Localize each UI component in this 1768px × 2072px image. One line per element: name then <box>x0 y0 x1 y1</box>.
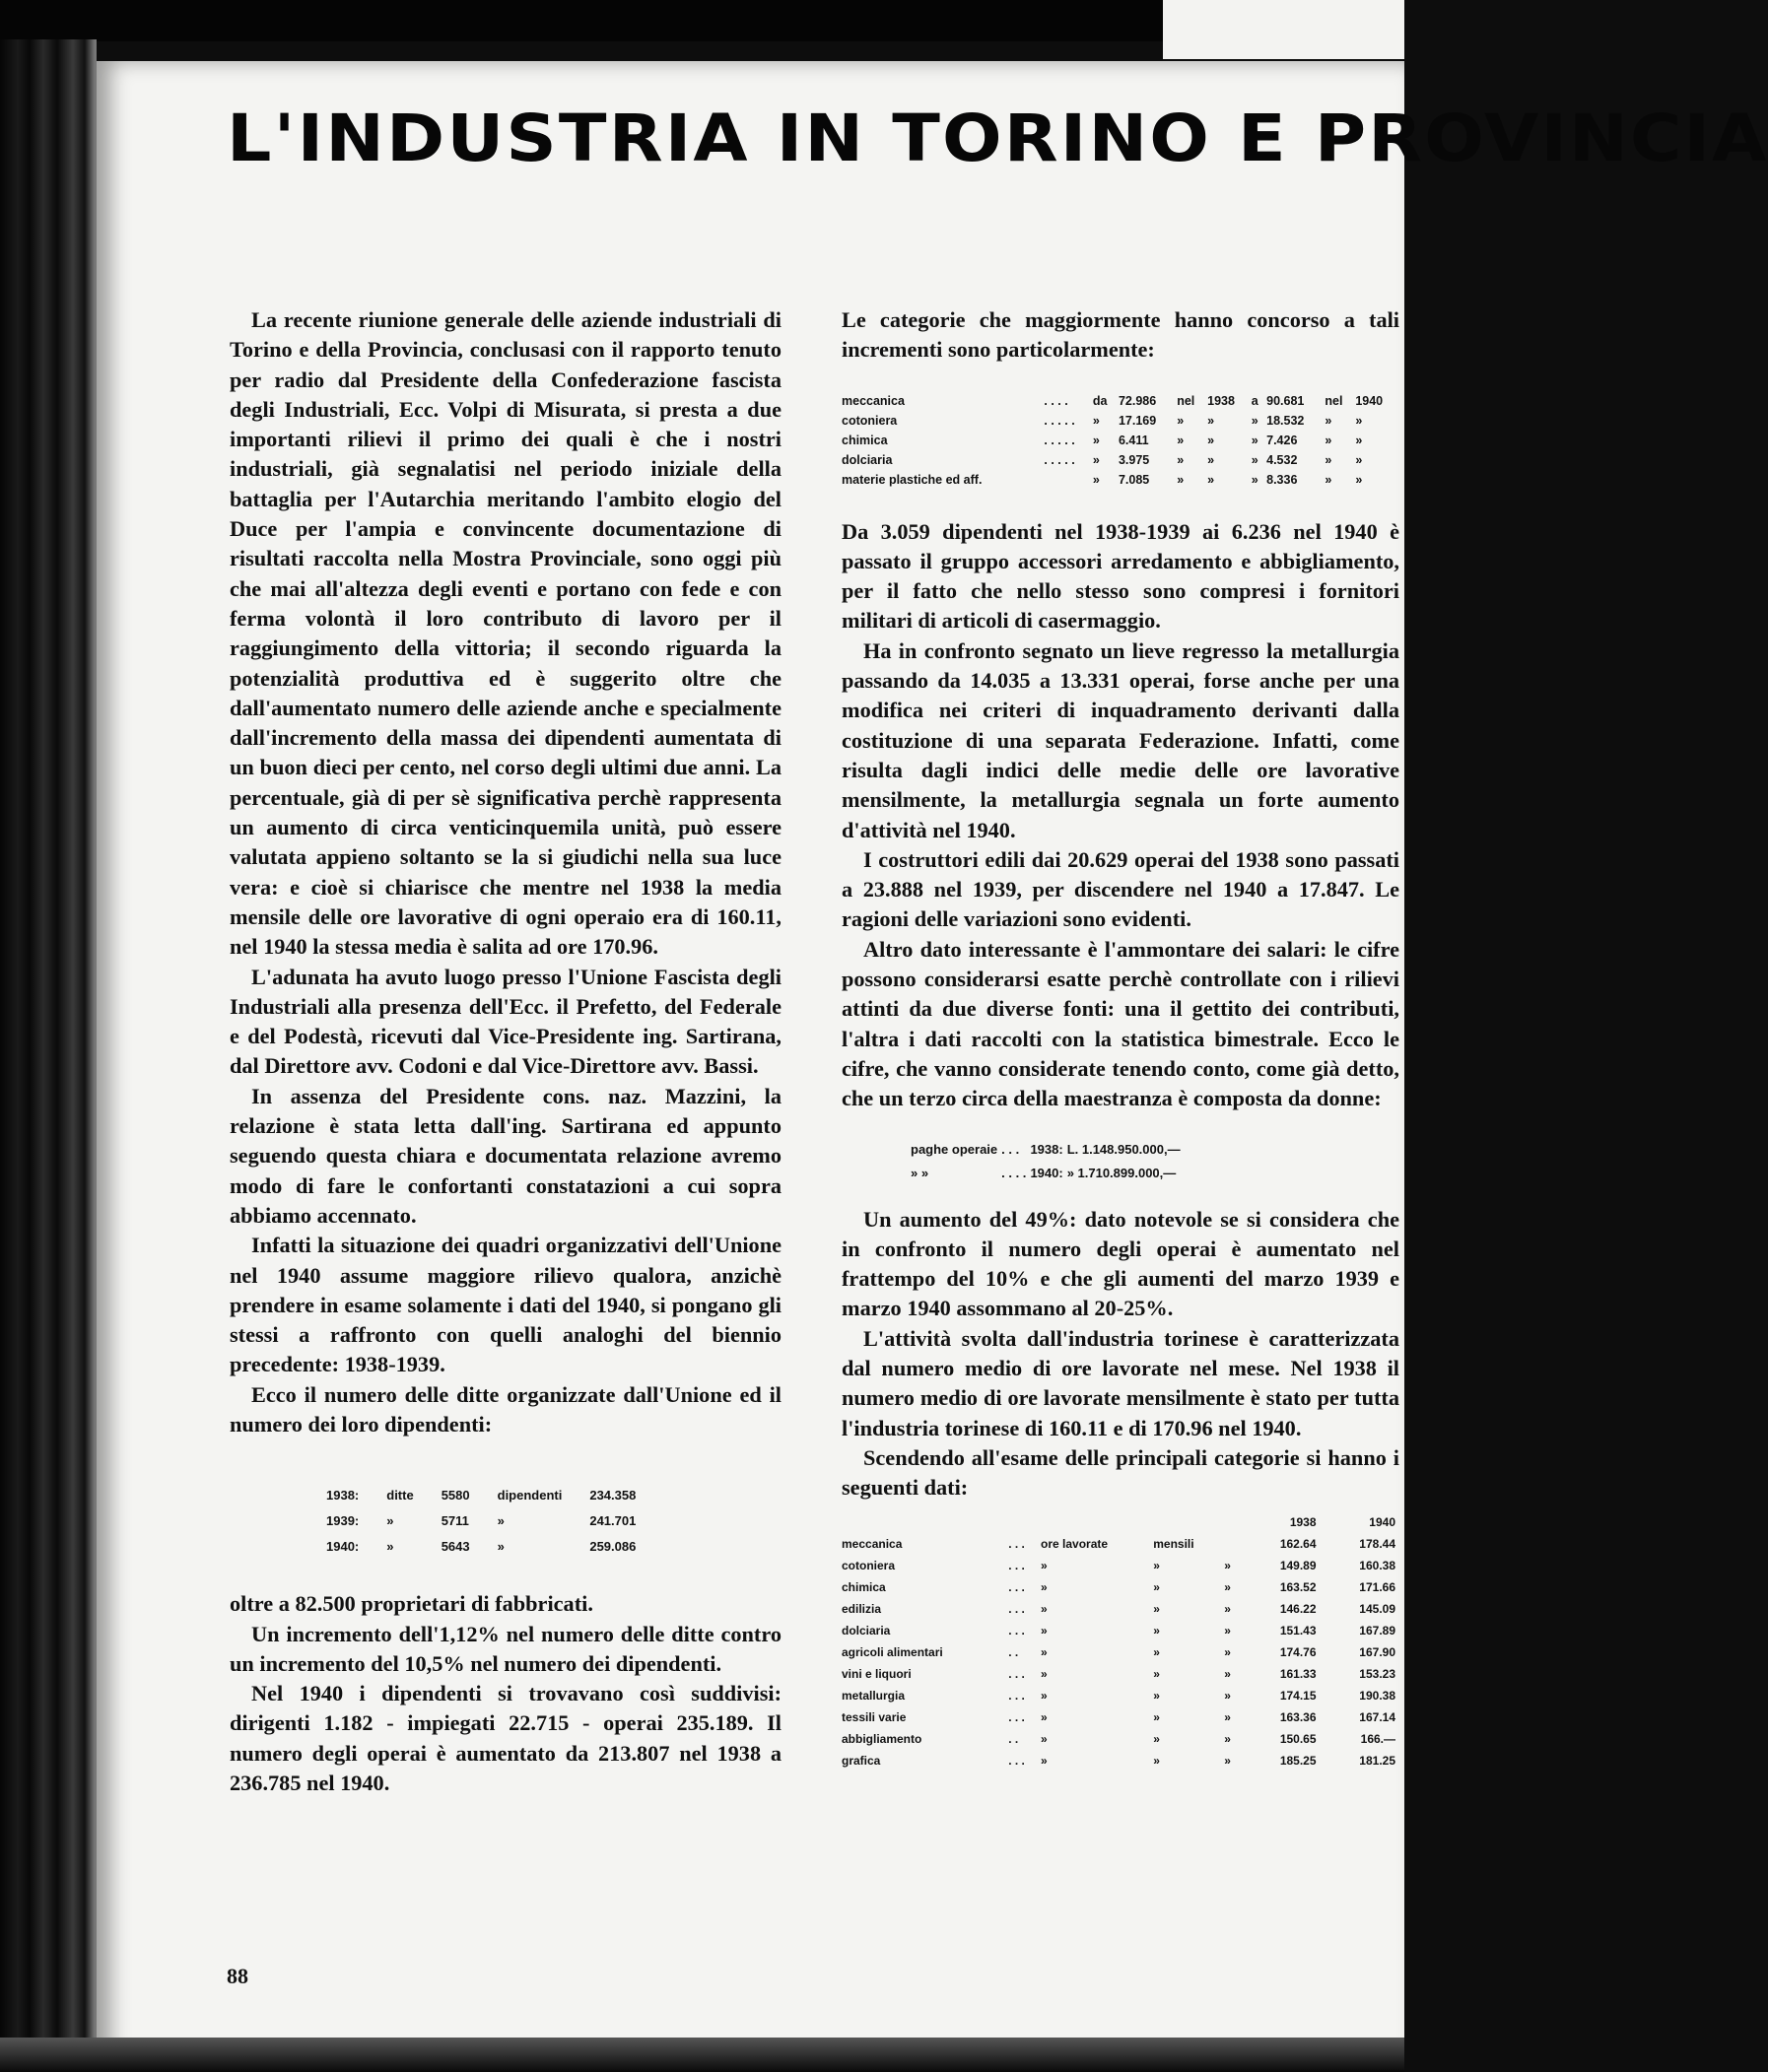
ditte-label: » <box>386 1539 394 1555</box>
wages-label: paghe operaie <box>911 1141 998 1157</box>
wages-amount: » 1.710.899.000,— <box>1066 1165 1177 1180</box>
table-row <box>842 1706 1399 1728</box>
leader-dots: . . . <box>1001 1141 1020 1157</box>
table-row <box>326 1534 663 1560</box>
cell: » <box>1092 433 1100 447</box>
cell: » <box>1041 1579 1048 1594</box>
table-row <box>842 450 1399 470</box>
cell: mensili <box>1153 1536 1194 1551</box>
left-paragraph-8: Nel 1940 i dipendenti si trovavano così suddivisi: dirigenti 1.182 - impiegati 22.715 - operai 235.189. Il numero degli operai è aumentato da 213.807 nel 1938 a 236.785 nel 1940. <box>230 1681 782 1796</box>
cell: » <box>1224 1688 1231 1703</box>
leader-dots: . . . . <box>1001 1165 1027 1180</box>
table-header-row <box>842 1511 1399 1533</box>
category-name: cotoniera <box>842 1558 896 1572</box>
value-1938: 72.986 <box>1118 393 1157 408</box>
table-row <box>842 1641 1399 1663</box>
leader-dots: . . . <box>1008 1623 1025 1638</box>
cell: » <box>1153 1731 1160 1746</box>
cell: » <box>1041 1623 1048 1638</box>
leader-dots <box>1044 470 1092 490</box>
value-1938: 6.411 <box>1118 433 1149 447</box>
hours-1940: 153.23 <box>1359 1666 1395 1681</box>
cell: a <box>1251 393 1258 408</box>
dipendenti-label: » <box>497 1539 505 1555</box>
cell: » <box>1041 1709 1048 1724</box>
cell: » <box>1224 1666 1231 1681</box>
right-paragraph-7: L'attività svolta dall'industria torinese è caratterizzata dal numero medio di ore lavorate nel mese. Nel 1938 il numero medio di ore lavorate mensilmente è stato per tutta l'industria torinese di 160.11 e di 170.96 nel 1940. <box>842 1325 1399 1440</box>
category-name: chimica <box>842 433 888 447</box>
value-1940: 18.532 <box>1266 413 1305 428</box>
left-paragraph-5: Ecco il numero delle ditte organizzate dall'Unione ed il numero dei loro dipendenti: <box>230 1381 782 1437</box>
year-1940: » <box>1355 472 1363 487</box>
scan-bottom-border <box>0 2038 1404 2072</box>
cell: » <box>1325 433 1332 447</box>
cell: » <box>1177 413 1185 428</box>
leader-dots: . . <box>1008 1644 1019 1659</box>
table-row <box>842 431 1399 450</box>
categories-table <box>842 391 1399 490</box>
cell: » <box>1224 1623 1231 1638</box>
cell: nel <box>1177 393 1195 408</box>
category-name: abbigliamento <box>842 1731 922 1746</box>
ditte-year: 1939: <box>326 1513 360 1529</box>
table-row <box>842 1555 1399 1576</box>
year-1940: 1940 <box>1355 393 1384 408</box>
hours-1940: 166.— <box>1360 1731 1395 1746</box>
article-title: L'INDUSTRIA IN TORINO E PROVINCIA <box>227 100 1768 176</box>
table-row <box>911 1138 1185 1162</box>
cell: » <box>1224 1644 1231 1659</box>
leader-dots: . . <box>1008 1731 1019 1746</box>
hours-1938: 185.25 <box>1279 1753 1317 1768</box>
right-paragraph-1: Le categorie che maggiormente hanno concorso a tali incrementi sono particolarmente: <box>842 307 1399 363</box>
value-1938: 3.975 <box>1118 452 1150 467</box>
leader-dots: . . . . . <box>1044 413 1075 428</box>
hours-1940: 167.90 <box>1359 1644 1395 1659</box>
dipendenti-value: 241.701 <box>589 1513 637 1529</box>
value-1938: 7.085 <box>1118 472 1150 487</box>
ditte-year: 1938: <box>326 1488 360 1504</box>
hours-1938: 174.15 <box>1279 1688 1317 1703</box>
year-1940: » <box>1355 452 1363 467</box>
dipendenti-label: » <box>497 1513 505 1529</box>
hours-1938: 151.43 <box>1279 1623 1317 1638</box>
cell: » <box>1224 1731 1231 1746</box>
cell: ore lavorate <box>1041 1536 1109 1551</box>
hours-table <box>842 1511 1399 1771</box>
cell: » <box>1153 1558 1160 1572</box>
scan-top-border <box>0 0 1163 41</box>
hours-1938: 174.76 <box>1279 1644 1317 1659</box>
category-name: tessili varie <box>842 1709 907 1724</box>
cell: » <box>1177 452 1185 467</box>
table-row <box>842 1728 1399 1750</box>
right-column <box>842 305 1399 1771</box>
year-1940: » <box>1355 413 1363 428</box>
hours-1940: 167.89 <box>1359 1623 1395 1638</box>
ditte-value: 5580 <box>441 1488 470 1504</box>
category-name: dolciaria <box>842 1623 891 1638</box>
cell: » <box>1325 472 1332 487</box>
table-row <box>842 1533 1399 1555</box>
value-1940: 4.532 <box>1266 452 1298 467</box>
wages-amount: L. 1.148.950.000,— <box>1066 1141 1181 1157</box>
table-row <box>842 1750 1399 1771</box>
cell: » <box>1153 1601 1160 1616</box>
hours-1940: 145.09 <box>1359 1601 1395 1616</box>
table-row <box>911 1162 1185 1185</box>
leader-dots: . . . <box>1008 1579 1025 1594</box>
dipendenti-value: 234.358 <box>589 1488 637 1504</box>
ditte-year: 1940: <box>326 1539 360 1555</box>
leader-dots: . . . <box>1008 1536 1025 1551</box>
cell: » <box>1041 1731 1048 1746</box>
leader-dots: . . . . <box>1044 393 1068 408</box>
hours-1938: 161.33 <box>1279 1666 1317 1681</box>
category-name: vini e liquori <box>842 1666 912 1681</box>
value-1940: 90.681 <box>1266 393 1305 408</box>
table-row <box>842 1620 1399 1641</box>
hours-1938: 149.89 <box>1279 1558 1317 1572</box>
cell: » <box>1251 452 1258 467</box>
cell: » <box>1041 1688 1048 1703</box>
leader-dots: . . . <box>1008 1688 1025 1703</box>
leader-dots: . . . <box>1008 1558 1025 1572</box>
wages-year: 1938: <box>1030 1141 1063 1157</box>
cell: » <box>1224 1601 1231 1616</box>
hours-1940: 160.38 <box>1359 1558 1395 1572</box>
cell: » <box>1177 433 1185 447</box>
left-paragraph-1: La recente riunione generale delle aziende industriali di Torino e della Provincia, conclusasi con il rapporto tenuto per radio dal Presidente della Confederazione fascista degli Industriali, Ecc. Volpi di Misurata, si presta a due importanti rilievi il primo dei quali è che i nostri industriali, già segnalatisi nel periodo iniziale della battaglia per l'Autarchia meritando l'ambito elogio del Duce per l'ampia e convincente documentazione di risultati raccolta nella Mostra Provinciale, sono oggi più che mai all'altezza degli eventi e portano con fede e con ferma volontà il loro contributo di lavoro per il raggiungimento della vittoria; il secondo riguarda la potenzialità produttiva ed è suggerito oltre che dall'aumentato numero delle aziende anche e specialmente dall'incremento della massa dei dipendenti aumentata di un buon dieci per cento, nel corso degli ultimi due anni. La percentuale, già di per sè significativa perchè rappresenta un aumento di circa venticinquemila unità, può essere valutata appieno soltanto se la si giudichi nella sua luce vera: e cioè si chiarisce che mentre nel 1938 la media mensile delle ore lavorative di ogni operaio era di 160.11, nel 1940 la stessa media è salita ad ore 170.96. <box>230 307 782 960</box>
cell: » <box>1224 1579 1231 1594</box>
cell: » <box>1153 1579 1160 1594</box>
cell: » <box>1041 1644 1048 1659</box>
category-name: materie plastiche ed aff. <box>842 472 983 487</box>
category-name: agricoli alimentari <box>842 1644 943 1659</box>
cell: » <box>1153 1666 1160 1681</box>
leader-dots: . . . . . <box>1044 452 1075 467</box>
dipendenti-label: dipendenti <box>497 1488 563 1504</box>
hours-header-1938: 1938 <box>1289 1514 1317 1529</box>
cell: » <box>1251 413 1258 428</box>
right-paragraph-4: I costruttori edili dai 20.629 operai del 1938 sono passati a 23.888 nel 1939, per discendere nel 1940 a 17.847. Le ragioni delle variazioni sono evidenti. <box>842 846 1399 932</box>
hours-1940: 171.66 <box>1359 1579 1395 1594</box>
year-1938: » <box>1207 472 1215 487</box>
year-1938: » <box>1207 452 1215 467</box>
cell: nel <box>1325 393 1343 408</box>
cell: » <box>1224 1709 1231 1724</box>
cell: da <box>1092 393 1108 408</box>
category-name: meccanica <box>842 1536 903 1551</box>
leader-dots: . . . <box>1008 1753 1025 1768</box>
left-paragraph-4: Infatti la situazione dei quadri organizzativi dell'Unione nel 1940 assume maggiore rilievo qualora, anzichè prendere in esame solamente i dati del 1940, si pongano gli stessi a raffronto con quelli analoghi del biennio precedente: 1938-1939. <box>230 1233 782 1377</box>
cell: » <box>1041 1666 1048 1681</box>
cell: » <box>1177 472 1185 487</box>
cell <box>1224 1533 1241 1555</box>
value-1940: 7.426 <box>1266 433 1298 447</box>
page-number: 88 <box>227 1964 248 1988</box>
leader-dots: . . . <box>1008 1709 1025 1724</box>
table-row <box>842 1685 1399 1706</box>
category-name: edilizia <box>842 1601 882 1616</box>
hours-1938: 162.64 <box>1279 1536 1317 1551</box>
table-row <box>842 470 1399 490</box>
cell: » <box>1153 1623 1160 1638</box>
cell: » <box>1153 1709 1160 1724</box>
cell: » <box>1224 1753 1231 1768</box>
category-name: dolciaria <box>842 452 893 467</box>
right-paragraph-3: Ha in confronto segnato un lieve regresso la metallurgia passando da 14.035 a 13.331 operai, forse anche per una modifica nei criteri di inquadramento derivanti dalla costituzione di una separata Federazione. Infatti, come risulta dagli indici delle medie delle ore lavorative mensilmente, la metallurgia segnala un forte aumento d'attività nel 1940. <box>842 637 1399 842</box>
ditte-label: » <box>386 1513 394 1529</box>
cell: » <box>1325 452 1332 467</box>
cell: » <box>1041 1601 1048 1616</box>
table-row <box>842 1598 1399 1620</box>
value-1940: 8.336 <box>1266 472 1298 487</box>
cell: » <box>1153 1753 1160 1768</box>
scan-top-corner <box>1163 0 1404 59</box>
cell: » <box>1153 1688 1160 1703</box>
cell: » <box>1153 1644 1160 1659</box>
cell: » <box>1092 472 1100 487</box>
table-row <box>842 1576 1399 1598</box>
right-paragraph-6: Un aumento del 49%: dato notevole se si considera che in confronto il numero degli operai è aumentato nel frattempo del 10% e che gli aumenti del marzo 1939 e marzo 1940 assommano al 20-25%. <box>842 1206 1399 1321</box>
table-row <box>842 391 1399 411</box>
hours-header-1940: 1940 <box>1369 1514 1395 1529</box>
category-name: chimica <box>842 1579 886 1594</box>
cell: » <box>1251 472 1258 487</box>
table-row <box>326 1483 663 1508</box>
hours-1938: 150.65 <box>1279 1731 1317 1746</box>
left-paragraph-3: In assenza del Presidente cons. naz. Mazzini, la relazione è stata letta dall'ing. Sartirana ed appunto seguendo questa chiara e documentata relazione avremo modo di fare le confortanti constatazioni a cui sopra abbiamo accennato. <box>230 1083 782 1228</box>
hours-1940: 178.44 <box>1359 1536 1395 1551</box>
category-name: grafica <box>842 1753 881 1768</box>
dipendenti-value: 259.086 <box>589 1539 637 1555</box>
category-name: meccanica <box>842 393 905 408</box>
ditte-value: 5643 <box>441 1539 470 1555</box>
table-row <box>842 1663 1399 1685</box>
wages-table <box>911 1138 1185 1185</box>
leader-dots: . . . <box>1008 1601 1025 1616</box>
cell: » <box>1092 452 1100 467</box>
cell: » <box>1092 413 1100 428</box>
ditte-label: ditte <box>386 1488 414 1504</box>
year-1938: 1938 <box>1207 393 1235 408</box>
book-spine <box>0 39 97 2072</box>
category-name: metallurgia <box>842 1688 906 1703</box>
cell: » <box>1224 1558 1231 1572</box>
left-paragraph-2: L'adunata ha avuto luogo presso l'Unione Fascista degli Industriali alla presenza dell'Ecc. il Prefetto, del Federale e del Podestà, ricevuti dal Vice-Presidente ing. Sartirana, dal Direttore avv. Codoni e dal Vice-Direttore avv. Bassi. <box>230 964 782 1079</box>
right-paragraph-2: Da 3.059 dipendenti nel 1938-1939 ai 6.236 nel 1940 è passato il gruppo accessori arredamento e abbigliamento, per il fatto che nello stesso sono compresi i fornitori militari di articoli di casermaggio. <box>842 518 1399 634</box>
table-row <box>326 1508 663 1534</box>
wages-year: 1940: <box>1030 1165 1063 1180</box>
cell: » <box>1251 433 1258 447</box>
right-paragraph-5: Altro dato interessante è l'ammontare dei salari: le cifre possono considerarsi esatte perchè controllate con i rilievi attinti da due diverse fonti: una il gettito dei contributi, l'altra i dati raccolti con la statistica bimestrale. Ecco le cifre, che vanno considerate tenendo conto, come già detto, che un terzo circa della maestranza è composta da donne: <box>842 936 1399 1111</box>
wages-label: » » <box>911 1165 929 1180</box>
leader-dots: . . . <box>1008 1666 1025 1681</box>
year-1940: » <box>1355 433 1363 447</box>
table-row <box>842 411 1399 431</box>
ditte-table <box>326 1483 663 1560</box>
year-1938: » <box>1207 433 1215 447</box>
cell: » <box>1041 1558 1048 1572</box>
hours-1938: 163.36 <box>1279 1709 1317 1724</box>
category-name: cotoniera <box>842 413 898 428</box>
hours-1940: 167.14 <box>1359 1709 1395 1724</box>
value-1938: 17.169 <box>1118 413 1157 428</box>
cell: » <box>1325 413 1332 428</box>
hours-1940: 190.38 <box>1359 1688 1395 1703</box>
hours-1940: 181.25 <box>1359 1753 1395 1768</box>
year-1938: » <box>1207 413 1215 428</box>
ditte-value: 5711 <box>441 1513 469 1529</box>
left-column <box>230 305 782 1798</box>
hours-1938: 163.52 <box>1279 1579 1317 1594</box>
hours-1938: 146.22 <box>1279 1601 1317 1616</box>
left-paragraph-6: oltre a 82.500 proprietari di fabbricati. <box>230 1591 593 1617</box>
left-paragraph-7: Un incremento dell'1,12% nel numero delle ditte contro un incremento del 10,5% nel numero dei dipendenti. <box>230 1621 782 1676</box>
right-paragraph-8: Scendendo all'esame delle principali categorie si hanno i seguenti dati: <box>842 1444 1399 1501</box>
cell: » <box>1041 1753 1048 1768</box>
leader-dots: . . . . . <box>1044 433 1075 447</box>
